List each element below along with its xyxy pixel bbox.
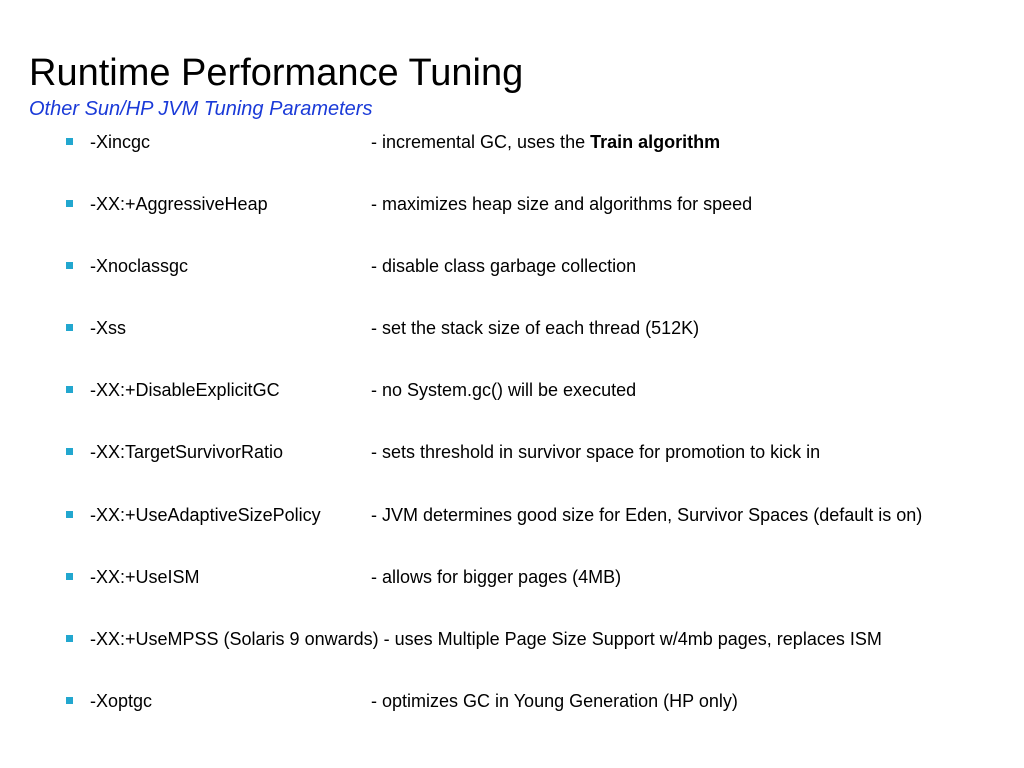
list-item	[0, 626, 1024, 652]
parameter-description: - no System.gc() will be executed	[371, 380, 637, 400]
list-item	[0, 502, 1024, 528]
list-item	[0, 377, 1024, 403]
parameter-description: - optimizes GC in Young Generation (HP only)	[371, 691, 738, 711]
square-bullet-icon	[66, 386, 73, 393]
parameter-description: - set the stack size of each thread (512K)	[371, 318, 700, 338]
square-bullet-icon	[66, 324, 73, 331]
list-item	[0, 129, 1024, 155]
parameter-description: - incremental GC, uses the Train algorithm	[371, 132, 721, 152]
parameter-name: -XX:+DisableExplicitGC	[90, 380, 280, 400]
square-bullet-icon	[66, 573, 73, 580]
square-bullet-icon	[66, 511, 73, 518]
parameter-name: -Xoptgc	[90, 691, 153, 711]
slide-subtitle: Other Sun/HP JVM Tuning Parameters	[29, 98, 373, 120]
list-item	[0, 191, 1024, 217]
parameter-name: -XX:+UseISM	[90, 567, 200, 587]
square-bullet-icon	[66, 448, 73, 455]
square-bullet-icon	[66, 138, 73, 145]
parameter-name: -XX:TargetSurvivorRatio	[90, 442, 284, 462]
parameter-full-line: -XX:+UseMPSS (Solaris 9 onwards) - uses Multiple Page Size Support w/4mb pages, replaces ISM	[90, 629, 882, 649]
parameter-name: -XX:+UseAdaptiveSizePolicy	[90, 505, 321, 525]
list-item	[0, 564, 1024, 590]
square-bullet-icon	[66, 200, 73, 207]
parameter-name: -Xnoclassgc	[90, 256, 189, 276]
parameter-description: - disable class garbage collection	[371, 256, 637, 276]
parameter-description: - allows for bigger pages (4MB)	[371, 567, 622, 587]
parameter-description: - maximizes heap size and algorithms for speed	[371, 194, 753, 214]
list-item	[0, 688, 1024, 714]
parameter-description: - JVM determines good size for Eden, Survivor Spaces (default is on)	[371, 505, 923, 525]
parameter-description-emphasis: Train algorithm	[590, 132, 721, 152]
parameter-name: -Xss	[90, 318, 126, 338]
parameter-name: -XX:+AggressiveHeap	[90, 194, 268, 214]
square-bullet-icon	[66, 697, 73, 704]
square-bullet-icon	[66, 262, 73, 269]
list-item	[0, 439, 1024, 465]
slide-title: Runtime Performance Tuning	[29, 52, 524, 94]
square-bullet-icon	[66, 635, 73, 642]
parameter-name: -Xincgc	[90, 132, 151, 152]
list-item	[0, 315, 1024, 341]
parameter-description: - sets threshold in survivor space for promotion to kick in	[371, 442, 821, 462]
list-item	[0, 253, 1024, 279]
